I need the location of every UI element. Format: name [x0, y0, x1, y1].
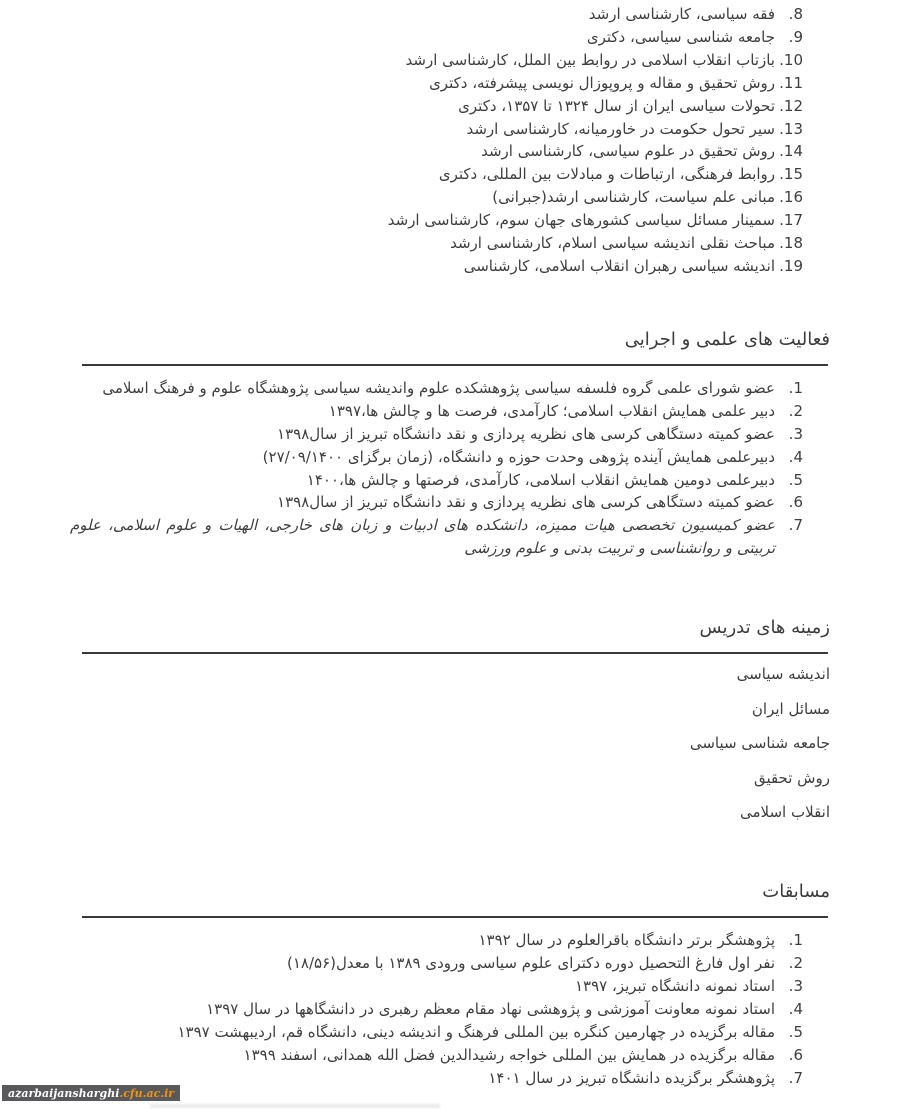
list-item-number: 14. — [779, 142, 803, 161]
list-item-number: 6. — [788, 493, 803, 512]
list-item-text: سیر تحول حکومت در خاورمیانه، کارشناسی ارشد — [466, 119, 775, 138]
list-item-text: دبیر علمی همایش انقلاب اسلامی؛ کارآمدی، فرصت ها و چالش ها،۱۳۹۷ — [328, 401, 775, 420]
list-item-text: پژوهشگر برگزیده دانشگاه تبریز در سال ۱۴۰۱ — [488, 1068, 775, 1087]
list-item-text: بازتاب انقلاب اسلامی در روابط بین الملل، کارشناسی ارشد — [405, 50, 775, 69]
list-item-text: مقاله برگزیده در چهارمین کنگره بین المللی فرهنگ و اندیشه دینی، دانشگاه قم، اردیبهشت ۱۳۹۷ — [177, 1022, 775, 1041]
list-item-text: استاد نمونه دانشگاه تبریز، ۱۳۹۷ — [574, 976, 775, 995]
competitions-list — [70, 929, 830, 1089]
list-item-text: مقاله برگزیده در همایش بین المللی خواجه رشیدالدین فضل الله همدانی، اسفند ۱۳۹۹ — [243, 1045, 775, 1064]
activity-item — [70, 514, 830, 560]
activity-item — [70, 469, 830, 492]
activities-list — [70, 377, 830, 560]
list-item-number: 12. — [779, 96, 803, 115]
cropped-text-hint — [150, 1104, 440, 1108]
section-rule — [82, 916, 828, 918]
course-item — [70, 26, 830, 49]
list-item-number: 15. — [779, 165, 803, 184]
list-item-number: 1. — [788, 931, 803, 950]
list-item-text: تحولات سیاسی ایران از سال ۱۳۲۴ تا ۱۳۵۷، دکتری — [458, 96, 775, 115]
activity-item — [70, 446, 830, 469]
course-item — [70, 72, 830, 95]
list-item-number: 3. — [788, 976, 803, 995]
list-item-number: 18. — [779, 234, 803, 253]
list-item-text: اندیشه سیاسی رهبران انقلاب اسلامی، کارشناسی — [463, 256, 775, 275]
activity-item — [70, 491, 830, 514]
watermark-badge — [2, 1085, 180, 1101]
list-item-text: پژوهشگر برتر دانشگاه باقرالعلوم در سال ۱۳۹۲ — [478, 931, 775, 950]
list-item-text: نفر اول فارغ التحصیل دوره دکترای علوم سیاسی ورودی ۱۳۸۹ با معدل(۱۸/۵۶) — [287, 954, 775, 973]
list-item-number: 10. — [779, 50, 803, 69]
list-item-text: عضو کمیته دستگاهی کرسی های نظریه پردازی و نقد دانشگاه تبریز از سال۱۳۹۸ — [277, 493, 775, 512]
list-item-number: 4. — [788, 999, 803, 1018]
list-item-number: 1. — [788, 378, 803, 397]
activity-item — [70, 377, 830, 400]
list-item-number: 8. — [788, 5, 803, 23]
course-item — [70, 186, 830, 209]
section-rule — [82, 652, 828, 654]
teaching-item: مسائل ایران — [751, 699, 830, 718]
list-item-number: 4. — [788, 447, 803, 466]
teaching-item: جامعه شناسی سیاسی — [689, 734, 830, 753]
competition-item — [70, 1067, 830, 1090]
course-item — [70, 95, 830, 118]
competition-item — [70, 1021, 830, 1044]
course-item — [70, 209, 830, 232]
course-item — [70, 163, 830, 186]
teaching-item: انقلاب اسلامی — [740, 803, 830, 822]
course-item — [70, 140, 830, 163]
watermark-domain: .cfu.ac.ir — [119, 1086, 175, 1100]
list-item-text: دبیرعلمی دومین همایش انقلاب اسلامی، کارآمدی، فرصتها و چالش ها،۱۴۰۰ — [306, 470, 775, 489]
course-item — [70, 49, 830, 72]
list-item-number: 6. — [788, 1045, 803, 1064]
teaching-item: اندیشه سیاسی — [736, 665, 830, 684]
competition-item — [70, 929, 830, 952]
list-item-text: استاد نمونه معاونت آموزشی و پژوهشی نهاد مقام معظم رهبری در دانشگاهها در سال ۱۳۹۷ — [206, 999, 775, 1018]
course-item — [70, 3, 830, 26]
list-item-number: 5. — [788, 470, 803, 489]
list-item-text: روش تحقیق در علوم سیاسی، کارشناسی ارشد — [481, 142, 775, 161]
list-item-text: فقه سیاسی، کارشناسی ارشد — [588, 5, 775, 23]
list-item-text: مباحث نقلی اندیشه سیاسی اسلام، کارشناسی ارشد — [450, 234, 775, 253]
list-item-number: 11. — [779, 73, 803, 92]
course-item — [70, 232, 830, 255]
competition-item — [70, 952, 830, 975]
list-item-number: 2. — [788, 401, 803, 420]
list-item-number: 2. — [788, 954, 803, 973]
list-item-number: 7. — [788, 1068, 803, 1087]
list-item-text: دبیرعلمی همایش آینده پژوهی وحدت حوزه و دانشگاه، (زمان برگزای ۲۷/۰۹/۱۴۰۰) — [262, 447, 775, 466]
list-item-number: 16. — [779, 188, 803, 207]
list-item-number: 7. — [788, 516, 803, 535]
competition-item — [70, 1044, 830, 1067]
list-item-number: 9. — [788, 27, 803, 46]
list-item-number: 19. — [779, 256, 803, 275]
list-item-number: 13. — [779, 119, 803, 138]
section-title-teaching: زمینه های تدریس — [699, 617, 830, 639]
section-rule — [82, 364, 828, 366]
list-item-text: جامعه شناسی سیاسی، دکتری — [586, 27, 775, 46]
list-item-text: سمینار مسائل سیاسی کشورهای جهان سوم، کارشناسی ارشد — [387, 211, 775, 230]
activity-item — [70, 400, 830, 423]
list-item-text: عضو کمیته دستگاهی کرسی های نظریه پردازی و نقد دانشگاه تبریز از سال۱۳۹۸ — [277, 424, 775, 443]
list-item-text: روابط فرهنگی، ارتباطات و مبادلات بین المللی، دکتری — [438, 165, 775, 184]
list-item-text: عضو شورای علمی گروه فلسفه سیاسی پژوهشکده علوم واندیشه سیاسی پژوهشگاه علوم و فرهنگ اسلامی — [102, 378, 775, 397]
list-item-text: عضو کمیسیون تخصصی هیات ممیزه، دانشکده های ادبیات و زبان های خارجی، الهیات و علوم اسلامی، علوم تربیتی و روانشناسی و تربیت بدنی و علوم ورزشی — [70, 516, 775, 558]
list-item-text: روش تحقیق و مقاله و پروپوزال نویسی پیشرفته، دکتری — [429, 73, 775, 92]
teaching-list — [70, 663, 830, 824]
competition-item — [70, 975, 830, 998]
list-item-text: مبانی علم سیاست، کارشناسی ارشد(جبرانی) — [492, 188, 775, 207]
activity-item — [70, 423, 830, 446]
course-item — [70, 255, 830, 278]
courses-list — [70, 3, 830, 278]
section-title-activities: فعالیت های علمی و اجرایی — [624, 328, 830, 350]
competition-item — [70, 998, 830, 1021]
list-item-number: 3. — [788, 424, 803, 443]
list-item-number: 5. — [788, 1022, 803, 1041]
list-item-number: 17. — [779, 211, 803, 230]
teaching-item: روش تحقیق — [753, 768, 830, 787]
section-title-competitions: مسابقات — [762, 881, 830, 903]
watermark-site: azarbaijansharghi — [8, 1086, 120, 1100]
course-item — [70, 118, 830, 141]
